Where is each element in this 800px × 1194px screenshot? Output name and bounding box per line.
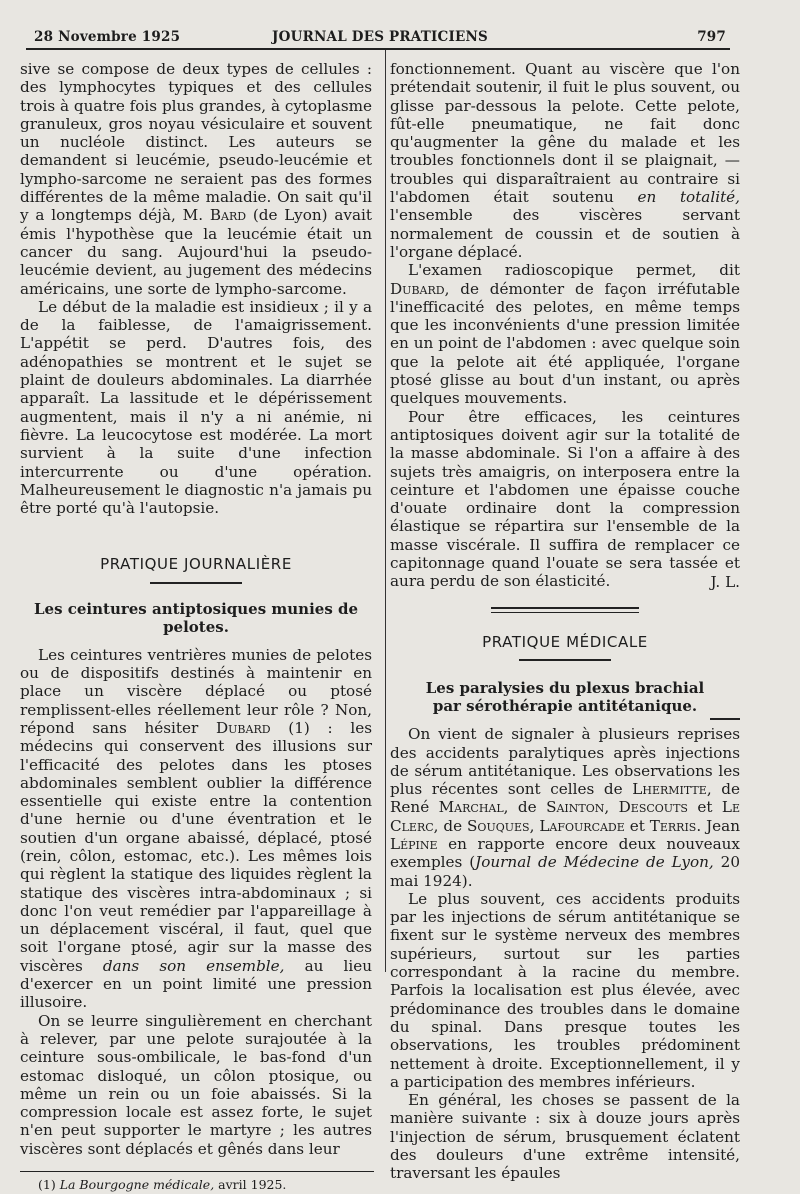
paragraph: Le début de la maladie est insidieux ; il y a de la faiblesse, de l'amaigrissement. L'appétit se perd. D'autres fois, des adénopathies se montrent et le sujet se plaint de douleurs abdominales. La diarrhée apparaît. La lassitude et le dépérissement augmentent, mais il n'y a ni anémie, ni fièvre. La leucocytose est modérée. La mort survient à la suite d'une infection intercurrente ou d'une opération. Malheureusement le diagnostic n'a jamais pu être porté qu'à l'autopsie.	[20, 297, 372, 518]
paragraph: sive se compose de deux types de cellules : des lymphocytes typiques et des cellules trois à quatre fois plus grandes, à cytoplasme granuleux, gros noyau vésiculaire et souvent un nucléole distinct. Les auteurs se demandent si leucémie, pseudo-leucémie et lympho-sarcome ne seraient pas des formes différentes de la même maladie. On sait qu'il y a longtemps déjà, M. Bard (de Lyon) avait émis l'hypothèse que la leucémie était un cancer du sang. Aujourd'hui la pseudo-leucémie devient, au jugement des médecins américains, une sorte de lympho-sarcome.	[20, 60, 372, 298]
right-column	[390, 60, 740, 1183]
paragraph: On se leurre singulièrement en cherchant à relever, par une pelote surajoutée à la ceinture sous-ombilicale, le bas-fond d'un estomac disloqué, un côlon ptosique, ou même un rein ou un foie abaissés. Si la compression locale est assez forte, le sujet n'en peut supporter le martyre ; les autres viscères sont déplacés et gênés dans leur	[20, 1011, 372, 1158]
column-divider	[385, 50, 386, 972]
article-title-line-1: Les paralysies du plexus brachial	[425, 679, 705, 698]
article-title: Les ceintures antiptosiques munies de pelotes.	[33, 599, 359, 636]
paragraph: On vient de signaler à plusieurs reprises des accidents paralytiques après injections de sérum antitétanique. Les observations les plus récentes sont celles de Lhermitte, de René Marchal, de Sainton, Descouts et Le Clerc, de Souques, Lafourcade et Terris. Jean Lépine en rapporte encore deux nouveaux exemples (Journal de Médecine de Lyon, 20 mai 1924).	[390, 725, 741, 890]
header-page-number: 797	[697, 29, 726, 45]
article-title-line-2: par sérothérapie antitétanique.	[432, 697, 698, 716]
left-column	[20, 60, 372, 1194]
section-heading-pratique-journaliere: PRATIQUE JOURNALIÈRE	[100, 555, 292, 574]
header-date: 28 Novembre 1925	[34, 29, 181, 45]
header-rule	[26, 48, 730, 50]
paragraph: Le plus souvent, ces accidents produits par les injections de sérum antitétanique se fixent sur le système nerveux des membres supérieurs, surtout sur les parties correspondant à la racine du membre. Parfois la localisation est plus élevée, avec prédominance des troubles dans le domaine du spinal. Dans presque toutes les observations, les troubles prédominent nettement à droite. Exceptionnellement, il y a participation des membres inférieurs.	[390, 889, 740, 1091]
author-signature: J. L.	[710, 572, 740, 591]
paragraph: Les ceintures ventrières munies de pelotes ou de dispositifs destinés à maintenir en place un viscère déplacé ou ptosé remplissent-elles réellement leur rôle ? Non, répond sans hésiter Dubard (1) : les médecins qui conservent des illusions sur l'efficacité des pelotes dans les ptoses abdominales semblent oublier la différence essentielle qui existe entre la contention d'une hernie ou d'une éventration et le soutien d'un organe abaissé, déplacé, ptosé (rein, côlon, estomac, etc.). Les mêmes lois qui règlent la statique des liquides règlent la statique des viscères intra-abdominaux ; si donc l'on veut remédier par l'appareillage à un déplacement viscéral, il faut, quel que soit l'organe ptosé, agir sur la masse des viscères dans son ensemble, au lieu d'exercer en un point limité une pression illusoire.	[20, 645, 372, 1012]
section-heading-pratique-medicale: PRATIQUE MÉDICALE	[482, 632, 648, 651]
header-journal-title: JOURNAL DES PRATICIENS	[272, 29, 488, 45]
paragraph: fonctionnement. Quant au viscère que l'on prétendait soutenir, il fuit le plus souvent, ou glisse par-dessous la pelote. Cette pelote, fût-elle pneumatique, ne fait donc qu'augmenter la gêne du malade et les troubles fonctionnels dont il se plaignait, — troubles qui disparaîtraient au contraire si l'abdomen était soutenu en totalité, l'ensemble des viscères servant normalement de coussin et de soutien à l'organe déplacé.	[390, 60, 740, 261]
paragraph: En général, les choses se passent de la manière suivante : six à douze jours après l'injection de sérum, brusquement éclatent des douleurs d'une extrême intensité, traversant les épaules	[390, 1091, 740, 1183]
footnote: (1) La Bourgogne médicale, avril 1925.	[38, 1177, 287, 1193]
paragraph: L'examen radioscopique permet, dit Dubard, de démonter de façon irréfutable l'inefficacité des pelotes, en même temps que les inconvénients d'une pression limitée en un point de l'abdomen : avec quelque soin que la pelote ait été appliquée, l'organe ptosé glisse au bout d'un instant, ou après quelques mouvements.	[390, 261, 740, 408]
paragraph: Pour être efficaces, les ceintures antiptosiques doivent agir sur la totalité de la masse abdominale. Si l'on a affaire à des sujets très amaigris, on interposera entre la ceinture et l'abdomen une épaisse couche d'ouate ordinaire dont la compression élastique se répartira sur l'ensemble de la masse viscérale. Il suffira de remplacer ce capitonnage quand l'ouate se sera tassée et aura perdu de son élasticité.	[390, 407, 740, 591]
